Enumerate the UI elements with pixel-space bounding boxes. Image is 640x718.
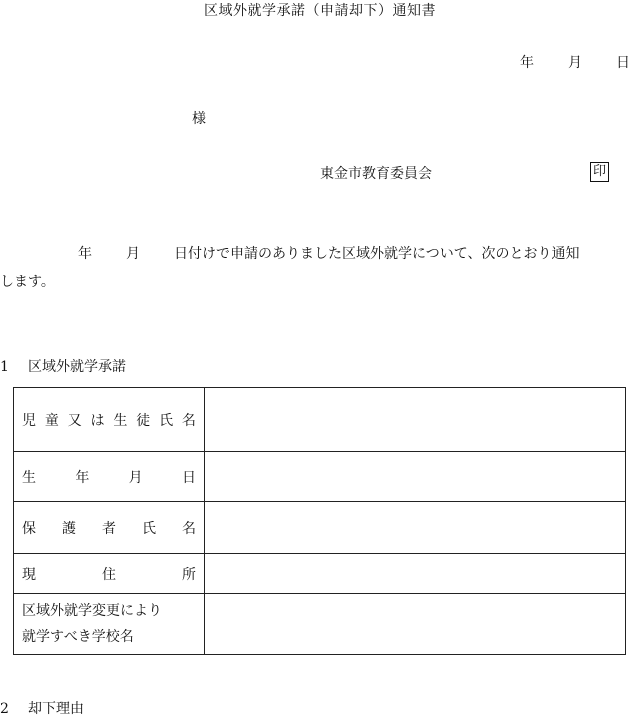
row-label-char: 現 (22, 566, 36, 583)
assigned-school-label-line1: 区域外就学変更により (22, 603, 162, 619)
sender-name: 東金市教育委員会 (320, 166, 432, 182)
assigned-school-field[interactable] (205, 594, 626, 655)
table-row-address (14, 554, 626, 594)
row-label-char: 生 (113, 412, 128, 429)
body-month: 月 (126, 246, 140, 262)
address-field[interactable] (205, 554, 626, 594)
row-label (14, 554, 205, 594)
section-1-label: 区域外就学承諾 (28, 359, 126, 375)
row-label-char: 年 (75, 469, 90, 486)
row-label-char: 所 (182, 566, 196, 583)
row-label-chars (22, 410, 196, 430)
table-row-birthdate (14, 452, 626, 502)
section-2-heading (0, 698, 84, 718)
body-year: 年 (78, 246, 92, 262)
section-2-number: 2 (0, 701, 9, 717)
row-label-char: 保 (22, 520, 36, 537)
row-label-char: 住 (102, 566, 116, 583)
birthdate-field[interactable] (205, 452, 626, 502)
row-label-char: は (90, 412, 105, 429)
recipient-honorific: 様 (192, 111, 206, 127)
section-1-number: 1 (0, 359, 9, 375)
body-text: 日付けで申請のありました区域外就学について、次のとおり通知 (174, 246, 580, 262)
row-label-char: 氏 (142, 520, 156, 537)
student-name-field[interactable] (205, 388, 626, 452)
row-label-char: 月 (128, 469, 143, 486)
row-label (14, 452, 205, 502)
row-label (14, 594, 205, 655)
row-label-chars (22, 564, 196, 584)
row-label-char: 名 (181, 412, 196, 429)
assigned-school-label-line2: 就学すべき学校名 (22, 629, 134, 645)
row-label-char: 又 (67, 412, 82, 429)
row-label-char: 童 (44, 412, 59, 429)
row-label (14, 502, 205, 554)
issue-date (520, 52, 630, 72)
date-year: 年 (520, 55, 534, 71)
section-1-heading (0, 356, 126, 376)
seal-stamp: 印 (590, 162, 609, 182)
row-label-char: 護 (62, 520, 76, 537)
row-label-char: 氏 (159, 412, 174, 429)
notice-body (0, 240, 640, 296)
row-label-char: 生 (22, 469, 36, 486)
date-month: 月 (568, 55, 582, 71)
row-label-chars (22, 518, 196, 538)
row-label (14, 388, 205, 452)
row-label-char: 名 (182, 520, 196, 537)
table-row-guardian-name (14, 502, 626, 554)
table-row-assigned-school (14, 594, 626, 655)
approval-form-table (13, 387, 626, 655)
section-2-label: 却下理由 (28, 701, 84, 717)
row-label-char: 日 (181, 469, 196, 486)
guardian-name-field[interactable] (205, 502, 626, 554)
row-label-char: 徒 (136, 412, 151, 429)
body-text-continued: します。 (0, 274, 55, 290)
document-title: 区域外就学承諾（申請却下）通知書 (204, 3, 436, 19)
date-day: 日 (616, 55, 630, 71)
table-row-student-name (14, 388, 626, 452)
row-label-chars (22, 467, 196, 487)
row-label-char: 者 (102, 520, 116, 537)
row-label-char: 児 (22, 412, 36, 429)
